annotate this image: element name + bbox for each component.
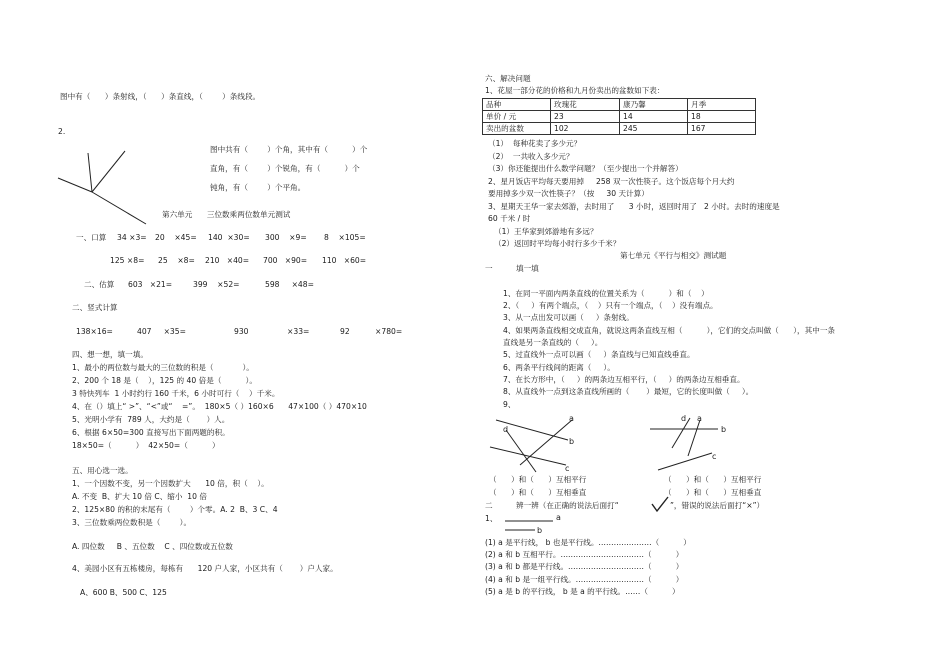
think-item-6: 6、根据 6×50=300 直接写出下面两题的积。 xyxy=(72,428,230,437)
think-title: 四、想一想，填一填。 xyxy=(72,350,148,359)
table-cell: 102 xyxy=(551,123,620,135)
q1-line: 图中有（ ）条射线，（ ）条直线，（ ）条线段。 xyxy=(60,92,261,101)
right-label-a: a xyxy=(697,414,702,423)
vertical-2: 407 ×35= xyxy=(137,327,186,336)
vertical-label: 二、竖式计算 xyxy=(72,303,118,312)
right-label-b: b xyxy=(721,425,727,434)
estimate-3: 598 ×48= xyxy=(265,280,314,289)
table-cell: 167 xyxy=(688,123,756,135)
think-item-5: 5、光明小学有 789 人，大约是（ ）人。 xyxy=(72,415,230,424)
choose-q3-options: A. 四位数 B 、五位数 C 、四位数或五位数 xyxy=(72,542,233,551)
right-label-c: c xyxy=(712,452,717,461)
oral-r2-1: 125 ×8= xyxy=(110,256,145,265)
choose-item-3: 2、125×80 的积的末尾有（ ）个零。A. 2 B、3 C、4 xyxy=(72,505,278,514)
judge-item-5: (5) a 是 b 的平行线， b 是 a 的平行线。……（ ） xyxy=(485,587,680,596)
judge-q1: 1、 xyxy=(485,514,498,523)
fill-label: 填一填 xyxy=(516,264,539,273)
choose-q4-options: A、600 B、500 C、125 xyxy=(80,588,167,597)
table-cell: 月季 xyxy=(688,99,756,111)
table-cell: 卖出的盆数 xyxy=(483,123,551,135)
think-item-4: 4、在（）填上“ >”、“<”或“ =”。 180×5（ ）160×6 47×100（ ）470×10 xyxy=(72,402,367,411)
solve-item-2: （2） 一共收入多少元？ xyxy=(488,152,574,161)
fill-item-7: 6、两条平行线间的距离（ ）。 xyxy=(503,363,615,372)
fill-item-3: 3、从一点出发可以画（ ）条射线。 xyxy=(503,313,634,322)
vertical-4: ×33= xyxy=(287,327,310,336)
judge-item-1: (1) a 是平行线， b 也是平行线。…………………（ ） xyxy=(485,538,691,547)
choose-title: 五、用心选一选。 xyxy=(72,466,133,475)
q2-line-1: 图中共有（ ）个角，其中有（ ）个 xyxy=(210,145,368,154)
solve-q1: 1、花屋一部分花的价格和九月份卖出的盆数如下表： xyxy=(485,86,665,95)
table-cell: 玫瑰花 xyxy=(551,99,620,111)
choose-item-4: 3、三位数乘两位数积是（ ）。 xyxy=(72,518,192,527)
estimate-1: 603 ×21= xyxy=(128,280,173,289)
vertical-1: 138×16= xyxy=(76,327,113,336)
fill-item-10: 9、 xyxy=(503,400,516,409)
table-cell: 18 xyxy=(688,111,756,123)
oral-label: 一、口算 xyxy=(76,233,107,242)
left-label-d: d xyxy=(503,425,509,434)
oral-r1-2: 20 ×45= xyxy=(155,233,197,242)
think-item-1: 1、最小的两位数与最大的三位数的积是（ ）。 xyxy=(72,363,254,372)
choose-q4: 4、美园小区有五栋楼房，每栋有 120 户人家，小区共有（ ）户人家。 xyxy=(72,564,338,573)
judge-item-3: (3) a 和 b 都是平行线。…………………………（ ） xyxy=(485,562,684,571)
solve-item-1: （1） 每种花卖了多少元？ xyxy=(488,139,582,148)
table-cell: 康乃馨 xyxy=(620,99,688,111)
oral-r1-5: 8 ×105= xyxy=(324,233,366,242)
solve-item-9: （2）返回时平均每小时行多少千米？ xyxy=(494,239,621,248)
fig-answer-right-1: （ ）和（ ）互相平行 xyxy=(664,475,762,484)
solve-item-5: 要用掉多少双一次性筷子？（按 30 天计算） xyxy=(488,189,649,198)
fill-item-8: 7、在长方形中，（ ）的两条边互相平行，（ ）的两条边互相垂直。 xyxy=(503,375,745,384)
table-cell: 245 xyxy=(620,123,688,135)
judge-number: 二 xyxy=(485,501,493,510)
q2-line-3: 钝角，有（ ）个平角。 xyxy=(210,183,306,192)
table-cell: 品种 xyxy=(483,99,551,111)
table-cell: 14 xyxy=(620,111,688,123)
solve-item-8: （1）王华家到郊游地有多远？ xyxy=(494,227,598,236)
left-label-b: b xyxy=(569,437,575,446)
judge-label-end: ”，错误的说法后面打“×”） xyxy=(670,501,765,510)
q2-line-2: 直角，有（ ）个锐角，有（ ）个 xyxy=(210,164,360,173)
right-label-d: d xyxy=(681,414,687,423)
solve-item-4: 2、星月饭店平均每天要用掉 258 双一次性筷子。这个饭店每个月大约 xyxy=(488,177,735,186)
q2-number: 2. xyxy=(58,127,66,136)
fill-item-5: 直线是另一条直线的（ ）。 xyxy=(503,338,603,347)
choose-item-2: A. 不变 B、扩大 10 倍 C、缩小 10 倍 xyxy=(72,492,207,501)
think-item-7: 18×50=（ ） 42×50=（ ） xyxy=(72,441,220,450)
label-b: b xyxy=(537,526,543,535)
fig-answer-left-2: （ ）和（ ）互相垂直 xyxy=(489,488,587,497)
fig-answer-right-2: （ ）和（ ）互相垂直 xyxy=(664,488,762,497)
fill-item-2: 2、（ ）有两个端点，（ ）只有一个端点，（ ）没有端点。 xyxy=(503,301,718,310)
fill-item-6: 5、过直线外一点可以画（ ）条直线与已知直线垂直。 xyxy=(503,350,695,359)
judge-label: 辨一辨（在正确的说法后面打“ xyxy=(516,501,619,510)
solve-item-7: 60 千米 / 时 xyxy=(488,214,531,223)
oral-r1-4: 300 ×9= xyxy=(265,233,307,242)
left-label-a: a xyxy=(569,414,574,423)
vertical-5: 92 xyxy=(340,327,350,336)
vertical-3: 930 xyxy=(234,327,249,336)
solve-item-6: 3、星期天王华一家去郊游，去时用了 3 小时，返回时用了 2 小时。去时的速度是 xyxy=(488,202,780,211)
left-label-c: c xyxy=(565,464,570,473)
think-item-2: 2、200 个 18 是（ ），125 的 40 倍是（ ）。 xyxy=(72,376,257,385)
judge-item-4: (4) a 和 b 是一组平行线。………………………（ ） xyxy=(485,575,684,584)
fig-answer-left-1: （ ）和（ ）互相平行 xyxy=(489,475,587,484)
solve-item-3: （3）你还能提出什么数学问题？（至少提出一个并解答） xyxy=(488,164,683,173)
table-cell: 23 xyxy=(551,111,620,123)
choose-item-1: 1、一个因数不变，另一个因数扩大 10 倍，积（ ）。 xyxy=(72,479,269,488)
oral-r2-4: 700 ×90= xyxy=(263,256,308,265)
judge-item-2: (2) a 和 b 互相平行。……………………………（ ） xyxy=(485,550,684,559)
unit7-title: 第七单元《平行与相交》测试题 xyxy=(620,251,727,260)
solve-title: 六、解决问题 xyxy=(485,74,531,83)
fill-number: 一 xyxy=(485,264,493,273)
estimate-2: 399 ×52= xyxy=(193,280,240,289)
think-item-3: 3 特快列车 1 小时约行 160 千米，6 小时可行（ ）千米。 xyxy=(72,389,280,398)
vertical-6: ×780= xyxy=(375,327,403,336)
oral-r1-1: 34 ×3= xyxy=(117,233,147,242)
unit6-title: 第六单元 三位数乘两位数单元测试 xyxy=(162,210,291,219)
fill-item-9: 8、从直线外一点到这条直线所画的（ ）最短，它的长度叫做（ ）。 xyxy=(503,387,754,396)
oral-r2-2: 25 ×8= xyxy=(158,256,195,265)
table-cell: 单价 / 元 xyxy=(483,111,551,123)
oral-r1-3: 140 ×30= xyxy=(208,233,250,242)
label-a: a xyxy=(556,513,561,522)
oral-r2-3: 210 ×40= xyxy=(205,256,250,265)
fill-item-4: 4、如果两条直线相交成直角，就说这两条直线互相（ ），它们的交点叫做（ ），其中一条 xyxy=(503,326,836,335)
fill-item-1: 1、在同一平面内两条直线的位置关系为（ ）和（ ） xyxy=(503,289,709,298)
estimate-label: 二、估算 xyxy=(84,280,115,289)
oral-r2-5: 110 ×60= xyxy=(322,256,367,265)
